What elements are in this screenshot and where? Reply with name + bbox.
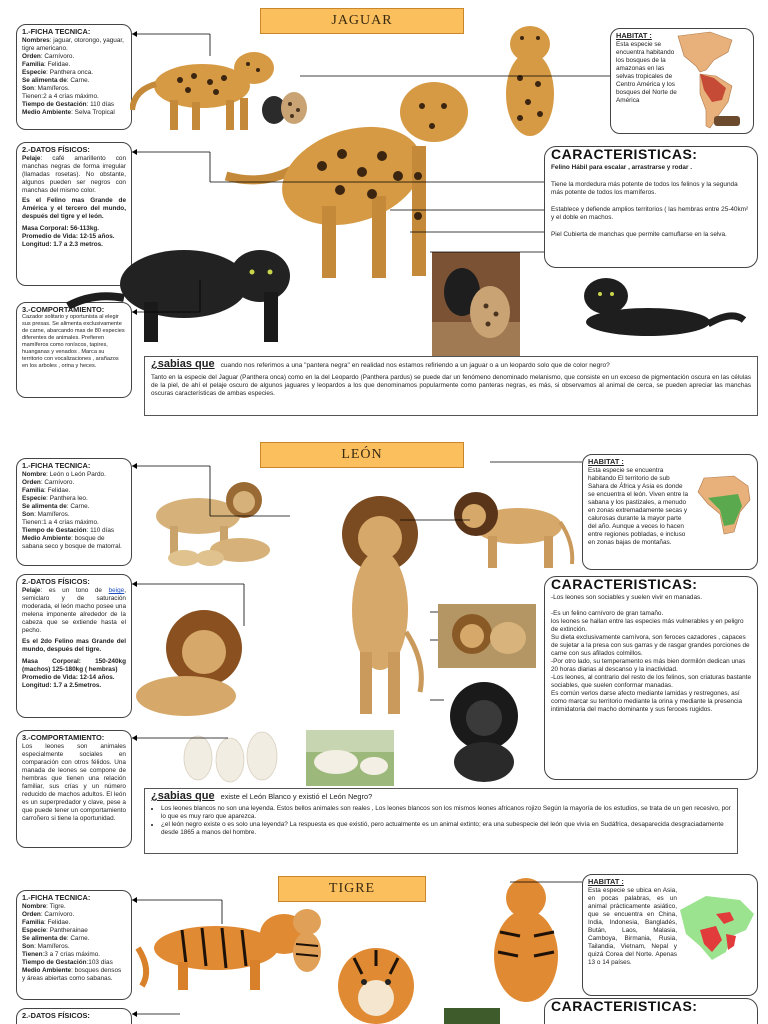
promedio-vida: Promedio de Vida: 12-14 años. bbox=[22, 674, 115, 681]
ficha-row-key: Familia bbox=[22, 487, 45, 494]
comport-text: Cazador solitario y oportunista al elegir sus presas. Se alimenta exclusivamente de carne, abarcando mas de 80 especies diferentes de animales. Prefieren mamíferos como roníscos, tapires, huanganas y venados . Marca su territorio con vocalizaciones , arañazos en los arboles , orina y heces. bbox=[22, 314, 125, 369]
ficha-row-key: Tiempo de Gestación bbox=[22, 527, 87, 534]
pelaje-key: Pelaje bbox=[22, 155, 41, 162]
ficha-row-key: Especie bbox=[22, 927, 47, 934]
datos-header: 2.-DATOS FÍSICOS: bbox=[22, 577, 90, 586]
ficha-row-key: Son bbox=[22, 943, 35, 950]
felino-grande: Es el 2do Felino mas Grande del mundo, después del tigre. bbox=[22, 638, 126, 653]
longitud: Longitud: 1.7 a 2.3 metros. bbox=[22, 241, 103, 248]
masa-corporal: Masa Corporal: 56-113kg. bbox=[22, 225, 100, 232]
ficha-row-value: Tienen:1 a 4 crías máximo. bbox=[22, 519, 99, 526]
ficha-row-value: : Mamíferos. bbox=[34, 85, 70, 92]
ficha-row-key: Son bbox=[22, 511, 35, 518]
ficha-row-key: Orden bbox=[22, 53, 41, 60]
jaguar-title: JAGUAR bbox=[260, 8, 464, 34]
habitat-text: Esta especie se ubica en Asia, en pocas palabras, es un animal prácticamente asiático, que se encuentra en China, India, Indonesia, Bangladés, Bután, Laos, Malasia, Camboya, Birmania, Rusia, Tailandia, Vietnam, Nepal y quizá Corea del Norte. Apenas 13 o 14 países. bbox=[588, 887, 677, 966]
pelaje-value: : café amarillento con manchas negras de forma irregular (llamadas rosetas). No obstante, algunos pueden ser negros con manchas del mismo color. bbox=[22, 155, 126, 194]
habitat-header: HABITAT : bbox=[588, 457, 624, 466]
ficha-row-key: Orden bbox=[22, 479, 41, 486]
ficha-row-value: :103 días bbox=[86, 959, 113, 966]
ficha-row-key: Nombre bbox=[22, 903, 47, 910]
ficha-row-value: : Mamíferos. bbox=[34, 943, 70, 950]
ficha-row-value: : 110 días bbox=[86, 101, 115, 108]
longitud: Longitud: 1.7 a 2.5metros. bbox=[22, 682, 102, 689]
ficha-row-key: Se alimenta de bbox=[22, 935, 67, 942]
sabias-question-rest: existe el León Blanco y existió el León Negro? bbox=[220, 792, 373, 801]
ficha-row-value: : Carnívoro. bbox=[40, 53, 75, 60]
habitat-text: Esta especie se encuentra habitando El territorio de sub Sahara de África y Asia es donde se encuentra el león. Viven entre la sabana y los pastizales, a menudo en zonas extremadamente secas y calurosas durante la mayor parte del año. Aunque a veces lo hacen entre regiones pobladas, e incluso en zonas bajas de montañas. bbox=[588, 467, 689, 546]
ficha-header: 1.-FICHA TECNICA: bbox=[22, 893, 91, 902]
ficha-row-key: Familia bbox=[22, 61, 45, 68]
ficha-row-value: : Felidae. bbox=[44, 919, 71, 926]
promedio-vida: Promedio de Vida: 12-15 años. bbox=[22, 233, 115, 240]
car-title: CARACTERISTICAS: bbox=[551, 146, 698, 162]
felino-grande: Es el Felino mas Grande de América y el tercero del mundo, después del tigre y el león. bbox=[22, 197, 126, 220]
ficha-row-value: Tienen:2 a 4 crías máximo. bbox=[22, 93, 99, 100]
ficha-row-key: Nombres bbox=[22, 37, 50, 44]
ficha-row-value: : Carne. bbox=[66, 503, 90, 510]
ficha-row-key: Nombre bbox=[22, 471, 47, 478]
sabias-item-2: • ¿el león negro existe o es solo una leyenda? La respuesta es que existió, pero actualmente es un animal extinto; era una subespecie del león que vivía en Sudáfrica, desaparecida desgraciadamente desde 1865 a manos del hombre. bbox=[161, 821, 731, 837]
pelaje-pre: : es un tono de bbox=[40, 587, 109, 594]
pelaje-post: , semiclaro y de saturación moderada, el león macho posee una melena imponente alrededor de la cabeza que se extiende hasta el pecho. bbox=[22, 587, 126, 634]
ficha-row-value: : Pantherainae bbox=[46, 927, 88, 934]
ficha-row-value: : Felidae. bbox=[44, 487, 71, 494]
ficha-row-key: Se alimenta de bbox=[22, 503, 67, 510]
comport-text: Los leones son animales especialmente sociales en comparación con otros félidos. Una manada de leones se compone de hembras que tienen una relación familiar, sus crías y un número reducido de machos adultos. El león es un superpredador y clave, pese a que puede tener un comportamiento carroñero si tiene la oportunidad. bbox=[22, 743, 126, 822]
ficha-header: 1.-FICHA TECNICA: bbox=[22, 27, 91, 36]
leon-title: LEÓN bbox=[260, 442, 464, 468]
ficha-row-value: : Panthera onca. bbox=[46, 69, 94, 76]
sabias-question: ¿sabias que bbox=[151, 790, 215, 802]
ficha-row-key: Especie bbox=[22, 69, 47, 76]
ficha-row-key: Orden bbox=[22, 911, 41, 918]
sabias-question: ¿sabias que bbox=[151, 358, 215, 370]
ficha-row-key: Medio Ambiente bbox=[22, 967, 72, 974]
ficha-row-value: : Carnívoro. bbox=[40, 911, 75, 918]
car-title: CARACTERISTICAS: bbox=[551, 576, 698, 592]
habitat-header: HABITAT : bbox=[616, 31, 652, 40]
ficha-row-value: : 110 días bbox=[86, 527, 115, 534]
ficha-row-key: Medio Ambiente bbox=[22, 109, 72, 116]
leon-sabias-que bbox=[144, 788, 738, 854]
ficha-row-value: : Selva Tropical bbox=[71, 109, 115, 116]
leon-connectors bbox=[0, 440, 768, 770]
ficha-row-key: Tiempo de Gestación bbox=[22, 959, 87, 966]
car-title: CARACTERISTICAS: bbox=[551, 998, 698, 1014]
ficha-row-key: Medio Ambiente bbox=[22, 535, 72, 542]
tigre-title: TIGRE bbox=[278, 876, 426, 902]
ficha-row-key: Tiempo de Gestación bbox=[22, 101, 87, 108]
car-item-3: Establece y defiende amplios territorios ( las hembras entre 25-40km² y el doble en machos. bbox=[551, 206, 749, 221]
ficha-row-key: Especie bbox=[22, 495, 47, 502]
habitat-header: HABITAT : bbox=[588, 877, 624, 886]
datos-header: 2.-DATOS FÍSICOS: bbox=[22, 145, 90, 154]
sabias-question-rest: cuando nos referimos a una "pantera negra" en realidad nos estamos refiriendo a un jaguar o a un leopardo solo que de color negro? bbox=[220, 362, 610, 369]
ficha-row-value: : Carne. bbox=[66, 77, 90, 84]
datos-header: 2.-DATOS FÍSICOS: bbox=[22, 1011, 90, 1020]
ficha-row-value: : jaguar, otorongo, yaguar, tigre americano. bbox=[22, 37, 124, 52]
jaguar-sabias-que bbox=[144, 356, 758, 416]
ficha-row-value: :3 a 7 crías máximo. bbox=[42, 951, 101, 958]
sabias-text: Tanto en la especie del Jaguar (Panthera onca) como en la del Leopardo (Panthera pardus) se puede dar un fenómeno denominado melanismo, que consiste en un exceso de pigmentación oscura en las células de la piel, de ahí el pelaje oscuro de algunos jaguares y leopardos a los que denominamos popularmente como panteras negras, es más, si observamos al animal de cerca, se pueden apreciar las manchas oscuras características de ambas especies. bbox=[151, 374, 751, 397]
ficha-row-value: : Felidae. bbox=[44, 61, 71, 68]
tigre-connectors bbox=[0, 870, 768, 1024]
ficha-row-key: Se alimenta de bbox=[22, 77, 67, 84]
comport-header: 3.-COMPORTAMIENTO: bbox=[22, 733, 105, 742]
ficha-row-value: : Tigre. bbox=[46, 903, 66, 910]
ficha-row-value: : Panthera leo. bbox=[46, 495, 88, 502]
comport-header: 3.-COMPORTAMIENTO: bbox=[22, 305, 105, 314]
ficha-row-value: : Carne. bbox=[66, 935, 90, 942]
ficha-row-key: Familia bbox=[22, 919, 45, 926]
masa-corporal: Masa Corporal: 150-240kg (machos) 125-180kg ( hembras) bbox=[22, 658, 126, 673]
sabias-item-1: • Los leones blancos no son una leyenda. Estos bellos animales son reales , Los leones blancos son los mismos leones africanos rojizo Según la mayoría de los estudios, se trata de un gen recesivo, por lo que es muy raro que aparezca. bbox=[161, 805, 731, 821]
ficha-header: 1.-FICHA TECNICA: bbox=[22, 461, 91, 470]
habitat-text: Esta especie se encuentra habitando los bosques de la amazonas en las selvas tropicales de Centro América y los bosques del Norte de América bbox=[616, 41, 677, 104]
car-item-1: Felino Hábil para escalar , arrastrarse y rodar . bbox=[551, 164, 693, 171]
car-text: -Los leones son sociables y suelen vivir en manadas. -Es un felino carnívoro de gran tamaño. los leones se hallan entre las especies más vulnerables y en peligro de extinción. Su dieta exclusivamente carnívora, son feroces cazadores , capaces de sujetar a la presa con sus garras y de rasgar grandes porciones de carne con sus afilados colmillos. -Por otro lado, su temperamento es más bien dormilón dedican unas 20 horas diarias al descanso y la inactividad. -Los leones, al contrario del resto de los felinos, son criaturas bastante sociables, que suelen conformar manadas. Es común verlos darse afecto mediante lamidas y restregones, así como marcar su territorio mediante la orina y mediante la presencia intimidatoria del macho dominante y sus feroces rugidos. bbox=[551, 594, 751, 713]
ficha-row-value: : Carnívoro. bbox=[40, 479, 75, 486]
pelaje-key: Pelaje bbox=[22, 587, 41, 594]
car-item-2: Tiene la mordedura más potente de todos los felinos y la segunda más potente de todos los mamíferos. bbox=[551, 181, 738, 196]
ficha-row-value: : León o León Pardo. bbox=[46, 471, 106, 478]
ficha-row-value: : Mamíferos. bbox=[34, 511, 70, 518]
beige-link[interactable]: beige bbox=[108, 587, 125, 594]
car-item-4: Piel Cubierta de manchas que permite camuflarse en la selva. bbox=[551, 231, 727, 238]
ficha-row-value: : bosques densos y áreas abiertas como sabanas. bbox=[22, 967, 122, 982]
ficha-row-key: Son bbox=[22, 85, 35, 92]
ficha-row-value: : bosque de sabana seco y bosque de matorral. bbox=[22, 535, 122, 550]
ficha-row-key: Tienen bbox=[22, 951, 43, 958]
